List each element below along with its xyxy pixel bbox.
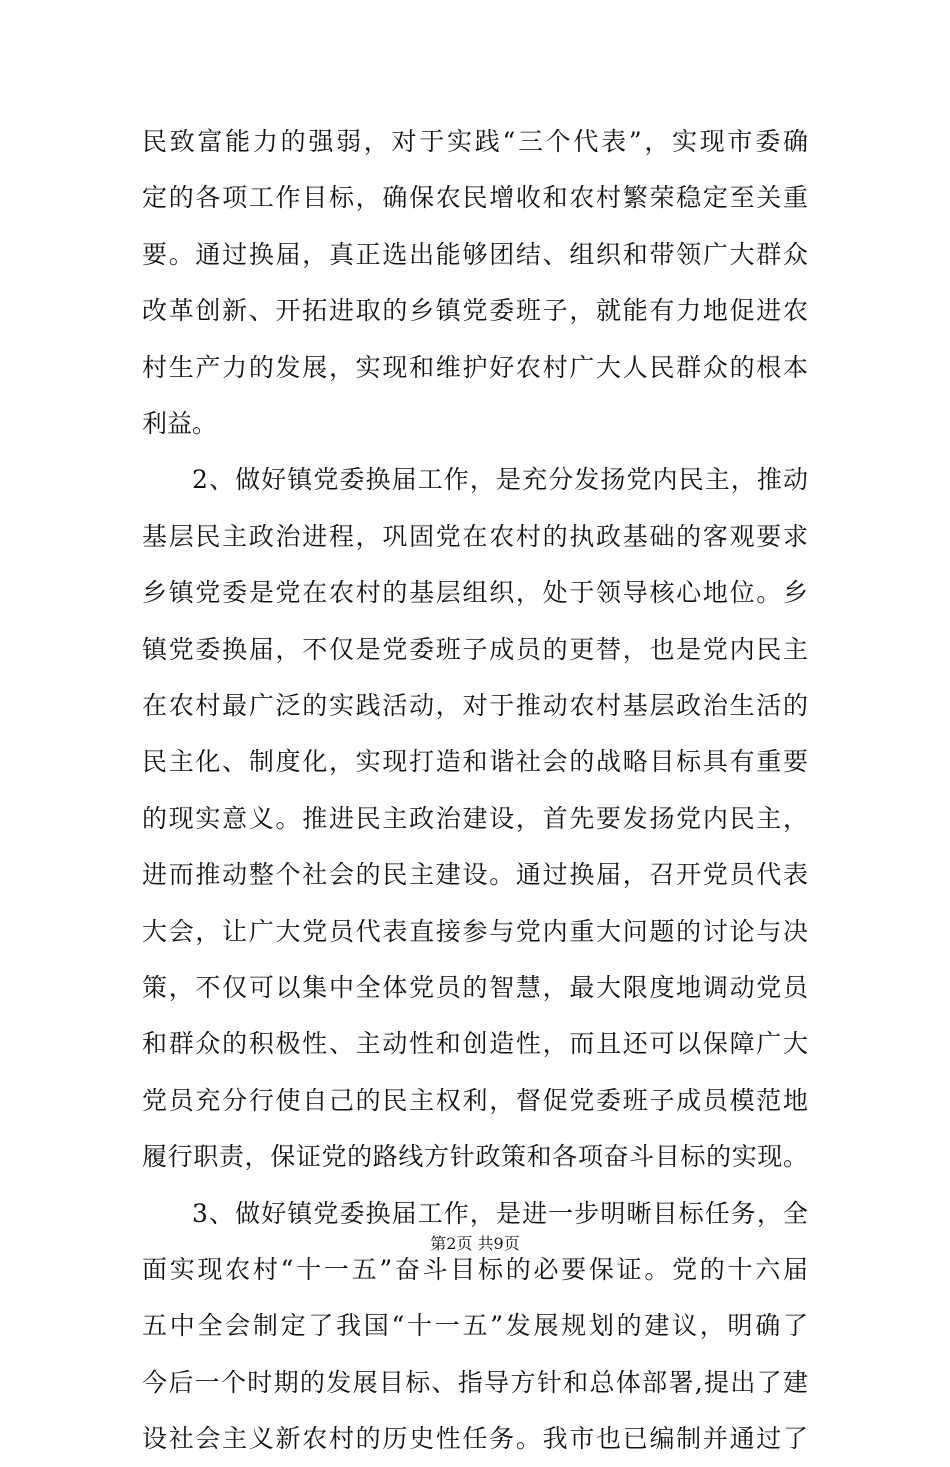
text-line: 和群众的积极性、主动性和创造性，而且还可以保障广大 (142, 1029, 808, 1058)
text-line: 3、做好镇党委换届工作，是进一步明晰目标任务，全 (192, 1199, 808, 1228)
text-line: 履行职责，保证党的路线方针政策和各项奋斗目标的实现。 (142, 1142, 808, 1171)
text-line: 设社会主义新农村的历史性任务。我市也已编制并通过了 (142, 1424, 808, 1453)
text-line: 进而推动整个社会的民主建设。通过换届，召开党员代表 (142, 860, 808, 889)
text-line: 改革创新、开拓进取的乡镇党委班子，就能有力地促进农 (142, 296, 808, 325)
text-line: 乡镇党委是党在农村的基层组织，处于领导核心地位。乡 (142, 578, 808, 607)
text-line: 大会，让广大党员代表直接参与党内重大问题的讨论与决 (142, 917, 808, 946)
text-line: 利益。 (142, 409, 218, 438)
text-line: 民主化、制度化，实现打造和谐社会的战略目标具有重要 (142, 747, 808, 776)
text-line: 今后一个时期的发展目标、指导方针和总体部署,提出了建 (142, 1368, 808, 1397)
text-line: 在农村最广泛的实践活动，对于推动农村基层政治生活的 (142, 691, 808, 720)
text-line: 定的各项工作目标，确保农民增收和农村繁荣稳定至关重 (142, 183, 808, 212)
text-line: 党员充分行使自己的民主权利，督促党委班子成员模范地 (142, 1086, 808, 1115)
text-line: 2、做好镇党委换届工作，是充分发扬党内民主，推动 (192, 465, 808, 494)
text-line: 策，不仅可以集中全体党员的智慧，最大限度地调动党员 (142, 973, 808, 1002)
text-line: 要。通过换届，真正选出能够团结、组织和带领广大群众 (142, 240, 808, 269)
text-line: 面实现农村“十一五”奋斗目标的必要保证。党的十六届 (142, 1255, 808, 1284)
text-line: 基层民主政治进程，巩固党在农村的执政基础的客观要求 (142, 522, 808, 551)
text-line: 的现实意义。推进民主政治建设，首先要发扬党内民主， (142, 804, 808, 833)
text-line: 镇党委换届，不仅是党委班子成员的更替，也是党内民主 (142, 635, 808, 664)
text-line: 村生产力的发展，实现和维护好农村广大人民群众的根本 (142, 353, 808, 382)
text-line: 民致富能力的强弱，对于实践“三个代表”，实现市委确 (142, 127, 808, 156)
text-line: 五中全会制定了我国“十一五”发展规划的建议，明确了 (142, 1311, 808, 1340)
page-footer: 第2页 共9页 (430, 1234, 520, 1253)
